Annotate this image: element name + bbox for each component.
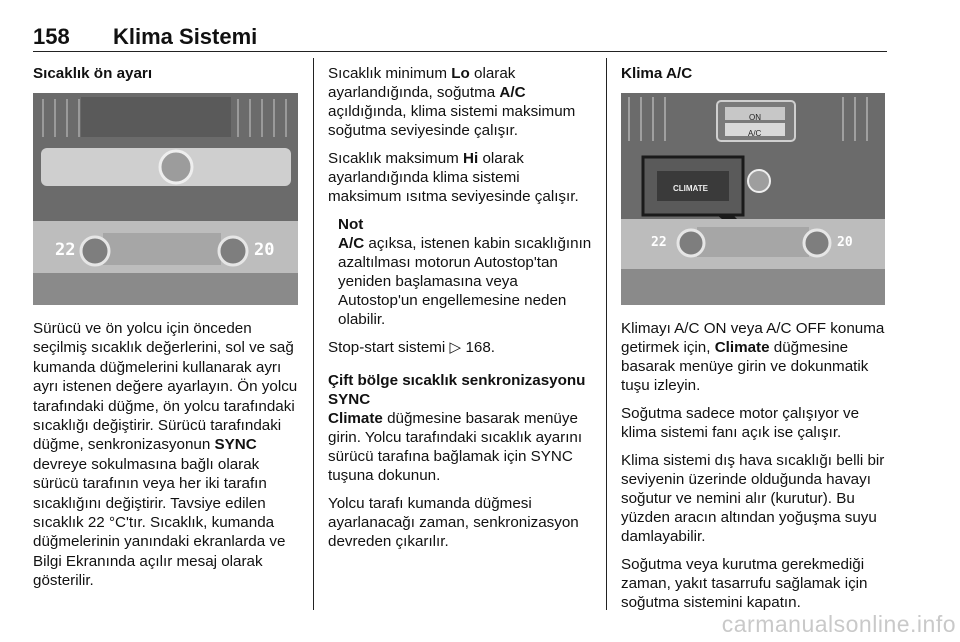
watermark: carmanualsonline.info: [721, 611, 956, 637]
note-box: [328, 215, 596, 329]
paragraph: Soğutma veya kurutma gerekmediği zaman, yakıt tasarrufu sağlamak için soğutma sistemini kapatın.: [621, 556, 868, 611]
climate-ac-image: [621, 93, 885, 305]
paragraph: Klimayı A/C ON veya A/C OFF konuma getirmek için, Climate düğmesine basarak menüye girin ve dokunmatik tuşu izleyin.: [621, 320, 885, 394]
paragraph: Sürücü ve ön yolcu için önceden seçilmiş sıcaklık değerlerini, sol ve sağ kumanda düğmelerini kullanarak ayrı ayrı istenen değere ayarlayın. Ön yolcu tarafındaki düğme, ön yolcu tarafındaki sıcaklığı değiştirir. Sürücü tarafındaki düğme, senkronizasyonun SYNC devreye sokulmasına bağlı olarak sürücü tarafının veya her iki tarafın sıcaklığını değiştirir. Tavsiye edilen sıcaklık 22 °C'tır. Sıcaklık, kumanda düğmelerinin yanındaki ekranlarda ve Bilgi Ekranında açılır mesaj olarak gösterilir.: [33, 320, 298, 590]
temperature-controls-image: [33, 93, 298, 305]
on-button[interactable]: ON: [749, 113, 761, 122]
paragraph: Klima sistemi dış hava sıcaklığı belli bir seviyenin üzerinde olduğunda havayı soğutur ve nemini alır (kurutur). Bu yüzden aracın altından yoğuşma suyu damlayabilir.: [621, 452, 885, 545]
right-temperature-display: 20: [254, 240, 275, 260]
note-title: Not: [338, 216, 364, 233]
left-temperature-display: 22: [55, 240, 76, 260]
paragraph: Sıcaklık maksimum Hi olarak ayarlandığında klima sistemi maksimum ısıtma seviyesinde çalışır.: [328, 150, 579, 205]
section-heading: Çift bölge sıcaklık senkronizasyonu SYNC: [328, 372, 586, 408]
column-divider: [606, 58, 607, 610]
page-reference-arrow-icon: ▷: [449, 339, 462, 356]
left-temperature-display: 22: [651, 235, 667, 250]
section-heading: Sıcaklık ön ayarı: [33, 65, 153, 82]
column-3: [621, 64, 889, 621]
page-header: [33, 24, 887, 50]
dashboard-illustration: [33, 93, 298, 305]
paragraph: Sıcaklık minimum Lo olarak ayarlandığında, soğutma A/C açıldığında, klima sistemi maksimum soğutma seviyesinde çalışır.: [328, 65, 576, 139]
header-rule: [33, 51, 887, 52]
note-text: A/C açıksa, istenen kabin sıcaklığının azaltılması motorun Autostop'tan yeniden başlamasına veya Autostop'un engellemesine neden olabilir.: [338, 235, 592, 328]
section-heading: Klima A/C: [621, 65, 693, 82]
ac-button[interactable]: A/C: [748, 129, 762, 138]
column-divider: [313, 58, 314, 610]
paragraph: Yolcu tarafı kumanda düğmesi ayarlanacağı zaman, senkronizasyon devreden çıkarılır.: [328, 495, 579, 550]
paragraph: Soğutma sadece motor çalışıyor ve klima sistemi fanı açık ise çalışır.: [621, 405, 860, 441]
paragraph: Stop-start sistemi ▷ 168.: [328, 339, 496, 356]
climate-button[interactable]: CLIMATE: [673, 184, 708, 193]
chapter-title: Klima Sistemi: [113, 24, 258, 49]
page-number: 158: [33, 24, 70, 49]
column-1: [33, 64, 303, 600]
column-2: [328, 64, 596, 560]
right-temperature-display: 20: [837, 235, 853, 250]
paragraph: Climate düğmesine basarak menüye girin. Yolcu tarafındaki sıcaklık ayarını sürücü tarafına bağlamak için SYNC tuşuna dokunun.: [328, 410, 583, 484]
